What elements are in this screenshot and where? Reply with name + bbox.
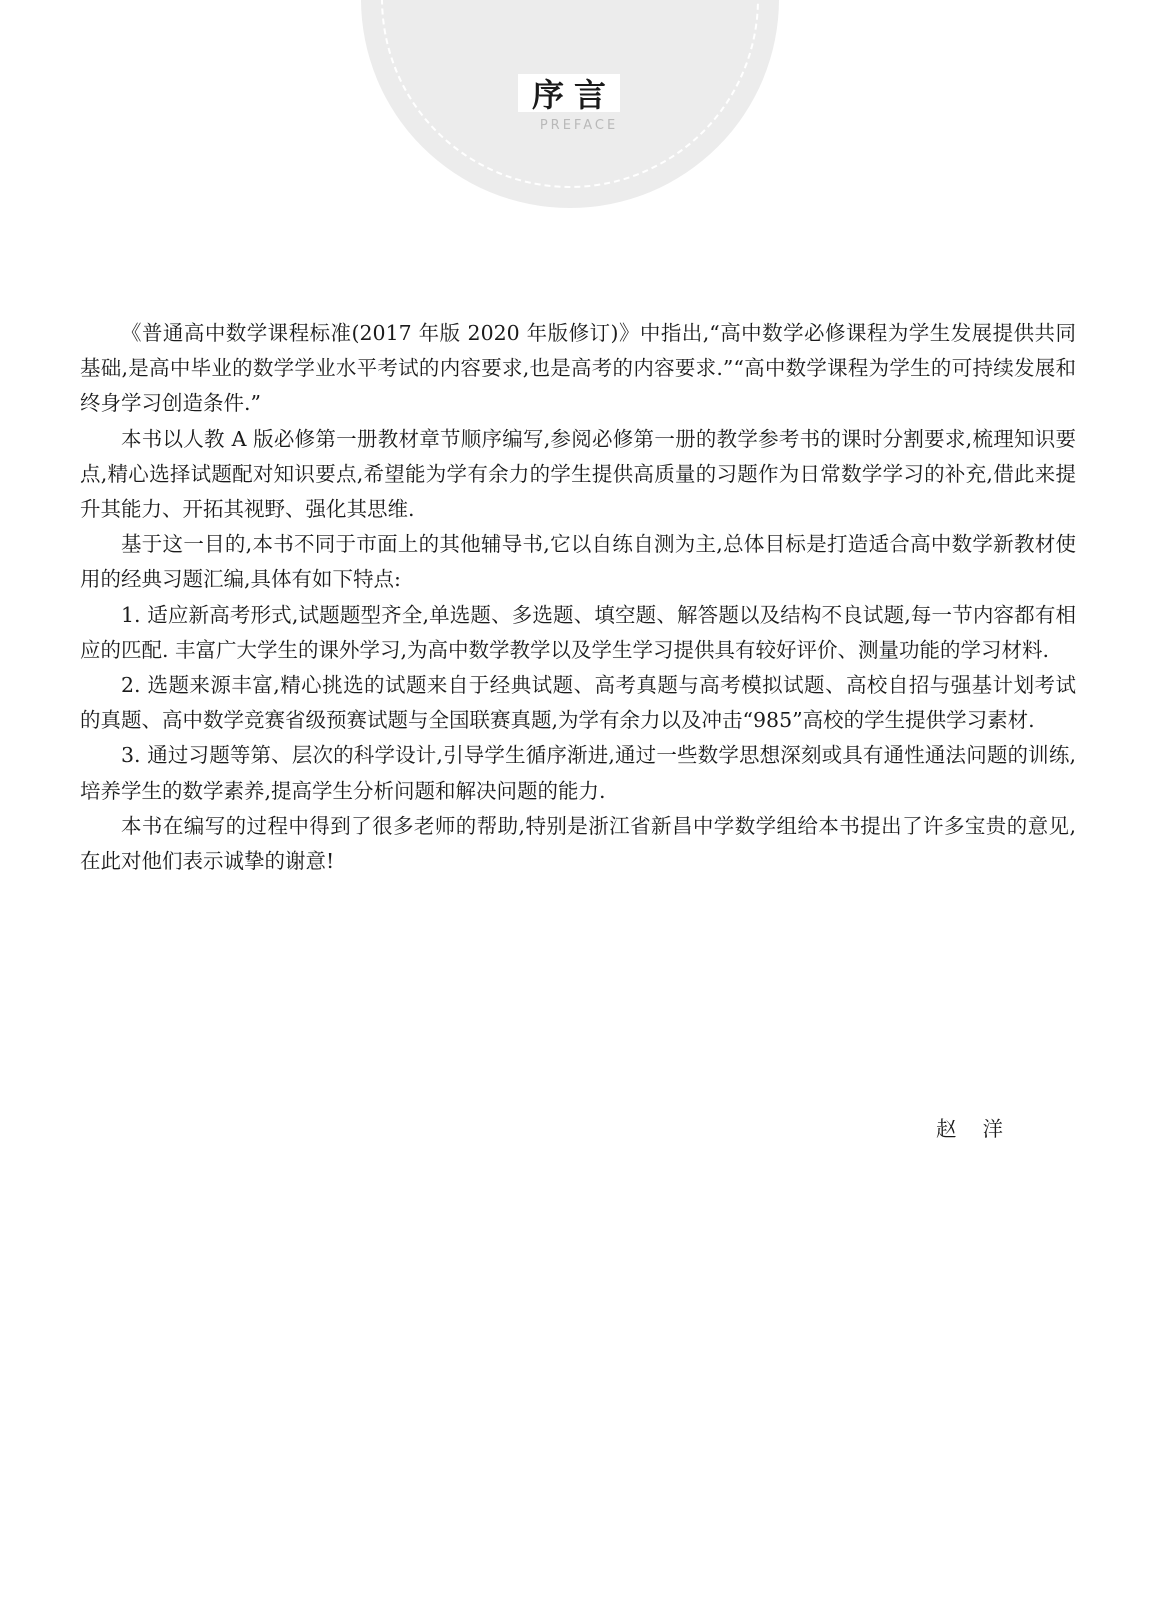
paragraph-4: 1. 适应新高考形式,试题题型齐全,单选题、多选题、填空题、解答题以及结构不良试题,每一节内容都有相应的匹配. 丰富广大学生的课外学习,为高中数学教学以及学生学习提供具有较好评价、测量功能的学习材料.: [80, 602, 1076, 662]
preface-body: [80, 316, 1076, 879]
paragraph-2: 本书以人教 A 版必修第一册教材章节顺序编写,参阅必修第一册的教学参考书的课时分割要求,梳理知识要点,精心选择试题配对知识要点,希望能为学有余力的学生提供高质量的习题作为日常数学学习的补充,借此来提升其能力、开拓其视野、强化其思维.: [80, 426, 1076, 522]
title-box: [518, 74, 620, 112]
paragraph-5: 2. 选题来源丰富,精心挑选的试题来自于经典试题、高考真题与高考模拟试题、高校自招与强基计划考试的真题、高中数学竞赛省级预赛试题与全国联赛真题,为学有余力以及冲击“985”高校的学生提供学习素材.: [80, 673, 1076, 733]
page-title: 序言: [531, 76, 616, 114]
paragraph-3: 基于这一目的,本书不同于市面上的其他辅导书,它以自练自测为主,总体目标是打造适合高中数学新教材使用的经典习题汇编,具体有如下特点:: [80, 532, 1076, 592]
paragraph-7: 本书在编写的过程中得到了很多老师的帮助,特别是浙江省新昌中学数学组给本书提出了许多宝贵的意见,在此对他们表示诚挚的谢意!: [80, 813, 1076, 874]
paragraph-6: 3. 通过习题等第、层次的科学设计,引导学生循序渐进,通过一些数学思想深刻或具有通性通法问题的训练,培养学生的数学素养,提高学生分析问题和解决问题的能力.: [80, 743, 1076, 803]
paragraph-1: 《普通高中数学课程标准(2017 年版 2020 年版修订)》中指出,“高中数学必修课程为学生发展提供共同基础,是高中毕业的数学学业水平考试的内容要求,也是高考的内容要求.”“高中数学课程为学生的可持续发展和终身学习创造条件.”: [80, 321, 1076, 416]
author-signature: 赵洋: [936, 1117, 1029, 1141]
page-subtitle: PREFACE: [539, 118, 619, 133]
